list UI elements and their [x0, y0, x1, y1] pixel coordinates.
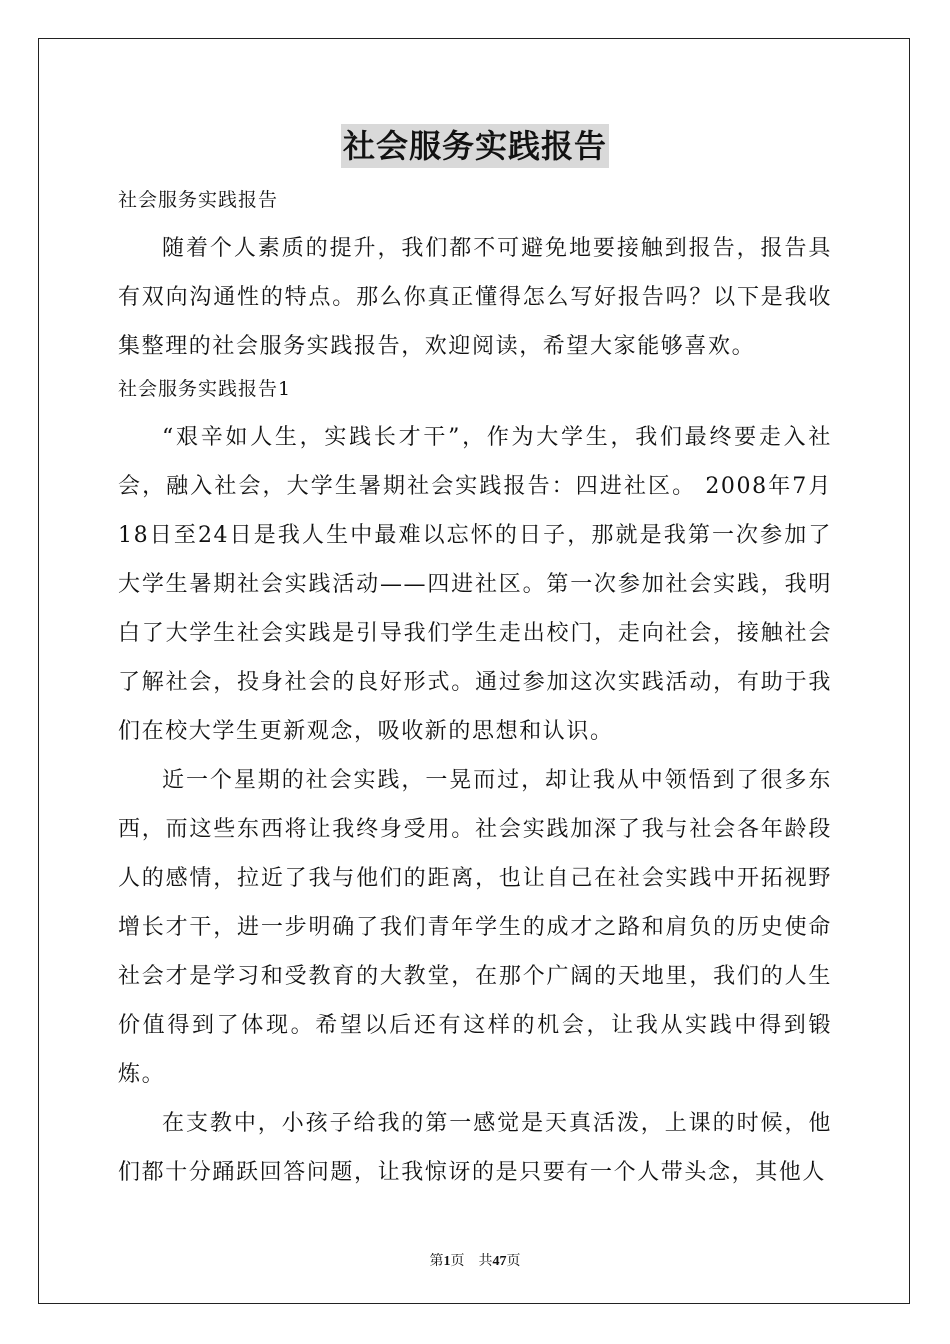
title-wrap	[0, 124, 950, 168]
footer-total-suffix: 页	[506, 1254, 521, 1269]
page-footer	[0, 1250, 950, 1270]
footer-total-prefix: 共	[478, 1254, 493, 1269]
document-body	[118, 182, 832, 1197]
body-paragraph-1: “艰辛如人生，实践长才干”，作为大学生，我们最终要走入社会，融入社会，大学生暑期社会实践报告：四进社区。 2008年7月18日至24日是我人生中最难以忘怀的日子，那就是我第一次参加了大学生暑期社会实践活动——四进社区。第一次参加社会实践，我明白了大学生社会实践是引导我们学生走出校门，走向社会，接触社会了解社会，投身社会的良好形式。通过参加这次实践活动，有助于我们在校大学生更新观念，吸收新的思想和认识。	[118, 425, 832, 744]
body-paragraph-3: 在支教中，小孩子给我的第一感觉是天真活泼，上课的时候，他们都十分踊跃回答问题，让我惊讶的是只要有一个人带头念，其他人	[118, 1111, 832, 1185]
page-title: 社会服务实践报告	[341, 124, 609, 168]
intro-paragraph: 随着个人素质的提升，我们都不可避免地要接触到报告，报告具有双向沟通性的特点。那么你真正懂得怎么写好报告吗？以下是我收集整理的社会服务实践报告，欢迎阅读，希望大家能够喜欢。	[118, 236, 832, 359]
section-heading: 社会服务实践报告1	[118, 378, 292, 400]
footer-page-suffix: 页	[450, 1254, 465, 1269]
footer-page-number: 1	[443, 1254, 451, 1269]
body-paragraph-2: 近一个星期的社会实践，一晃而过，却让我从中领悟到了很多东西，而这些东西将让我终身受用。社会实践加深了我与社会各年龄段人的感情，拉近了我与他们的距离，也让自己在社会实践中开拓视野增长才干，进一步明确了我们青年学生的成才之路和肩负的历史使命社会才是学习和受教育的大教堂，在那个广阔的天地里，我们的人生价值得到了体现。希望以后还有这样的机会，让我从实践中得到锻炼。	[118, 768, 832, 1087]
subtitle: 社会服务实践报告	[118, 189, 279, 211]
footer-total-pages: 47	[492, 1254, 507, 1269]
footer-page-prefix: 第	[429, 1254, 444, 1269]
